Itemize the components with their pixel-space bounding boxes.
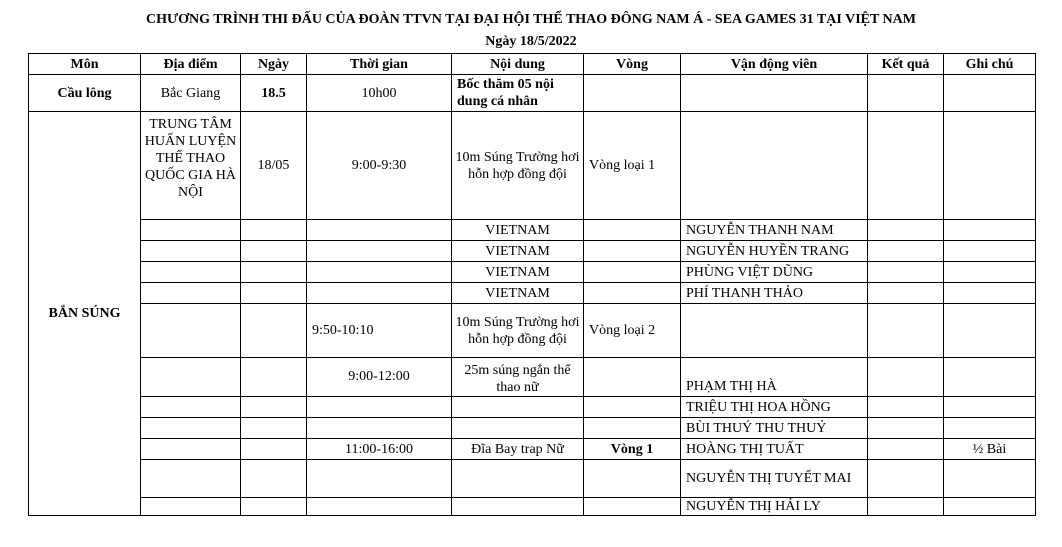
table-row xyxy=(29,220,1036,241)
result-cell xyxy=(868,75,944,112)
header-cell: Ghi chú xyxy=(944,54,1036,75)
note-cell xyxy=(944,75,1036,112)
athlete-cell: NGUYỄN THỊ TUYẾT MAI xyxy=(681,460,868,498)
date-cell: 18.5 xyxy=(241,75,307,112)
sport-cell: Cầu lông xyxy=(29,75,141,112)
header-cell: Môn xyxy=(29,54,141,75)
team-cell: VIETNAM xyxy=(452,241,584,262)
note-cell xyxy=(944,112,1036,220)
athlete-cell: NGUYỄN HUYỀN TRANG xyxy=(681,241,868,262)
time-cell: 9:00-12:00 xyxy=(307,358,452,397)
table-row xyxy=(29,358,1036,397)
table-row xyxy=(29,418,1036,439)
content-cell: Bốc thăm 05 nội dung cá nhân xyxy=(452,75,584,112)
header-cell: Địa điểm xyxy=(141,54,241,75)
time-cell: 10h00 xyxy=(307,75,452,112)
sport-cell: BẮN SÚNG xyxy=(29,112,141,516)
header-cell: Thời gian xyxy=(307,54,452,75)
table-row xyxy=(29,498,1036,516)
athlete-cell: BÙI THUÝ THU THUỶ xyxy=(681,418,868,439)
athlete-cell: NGUYỄN THANH NAM xyxy=(681,220,868,241)
athlete-cell: PHÍ THANH THẢO xyxy=(681,283,868,304)
content-cell: Đĩa Bay trap Nữ xyxy=(452,439,584,460)
table-row xyxy=(29,241,1036,262)
table-row xyxy=(29,75,1036,112)
team-cell: VIETNAM xyxy=(452,262,584,283)
athlete-cell: HOÀNG THỊ TUẤT xyxy=(681,439,868,460)
content-cell: 10m Súng Trường hơi hỗn hợp đồng đội xyxy=(452,112,584,220)
athlete-cell: TRIỆU THỊ HOA HỒNG xyxy=(681,397,868,418)
document-date: Ngày 18/5/2022 xyxy=(485,34,577,49)
header-cell: Kết quả xyxy=(868,54,944,75)
round-cell: Vòng 1 xyxy=(584,439,681,460)
date-cell: 18/05 xyxy=(241,112,307,220)
time-cell: 11:00-16:00 xyxy=(307,439,452,460)
content-cell: 10m Súng Trường hơi hỗn hợp đồng đội xyxy=(452,304,584,358)
schedule-table xyxy=(28,53,1036,516)
result-cell xyxy=(868,112,944,220)
athlete-cell: PHÙNG VIỆT DŨNG xyxy=(681,262,868,283)
athlete-cell: NGUYỄN THỊ HẢI LY xyxy=(681,498,868,516)
header-row xyxy=(29,54,1036,75)
athlete-cell xyxy=(681,75,868,112)
header-cell: Vận động viên xyxy=(681,54,868,75)
athlete-cell: PHẠM THỊ HÀ xyxy=(681,358,868,397)
document-title: CHƯƠNG TRÌNH THI ĐẤU CỦA ĐOÀN TTVN TẠI ĐẠI HỘI THỂ THAO ĐÔNG NAM Á - SEA GAMES 31 TẠI VIỆT NAM xyxy=(146,12,916,27)
round-cell: Vòng loại 2 xyxy=(584,304,681,358)
team-cell: VIETNAM xyxy=(452,220,584,241)
venue-cell: Bắc Giang xyxy=(141,75,241,112)
table-row xyxy=(29,304,1036,358)
table-row xyxy=(29,112,1036,220)
header-cell: Vòng xyxy=(584,54,681,75)
table-row xyxy=(29,283,1036,304)
time-cell: 9:50-10:10 xyxy=(307,304,452,358)
note-cell: ½ Bài xyxy=(944,439,1036,460)
header-cell: Nội dung xyxy=(452,54,584,75)
time-cell: 9:00-9:30 xyxy=(307,112,452,220)
team-cell: VIETNAM xyxy=(452,283,584,304)
venue-cell: TRUNG TÂM HUẤN LUYỆN THỂ THAO QUỐC GIA HÀ NỘI xyxy=(141,112,241,220)
athlete-cell xyxy=(681,112,868,220)
table-row xyxy=(29,397,1036,418)
table-row xyxy=(29,460,1036,498)
round-cell: Vòng loại 1 xyxy=(584,112,681,220)
table-row xyxy=(29,262,1036,283)
header-cell: Ngày xyxy=(241,54,307,75)
round-cell xyxy=(584,75,681,112)
content-cell: 25m súng ngắn thể thao nữ xyxy=(452,358,584,397)
table-row xyxy=(29,439,1036,460)
